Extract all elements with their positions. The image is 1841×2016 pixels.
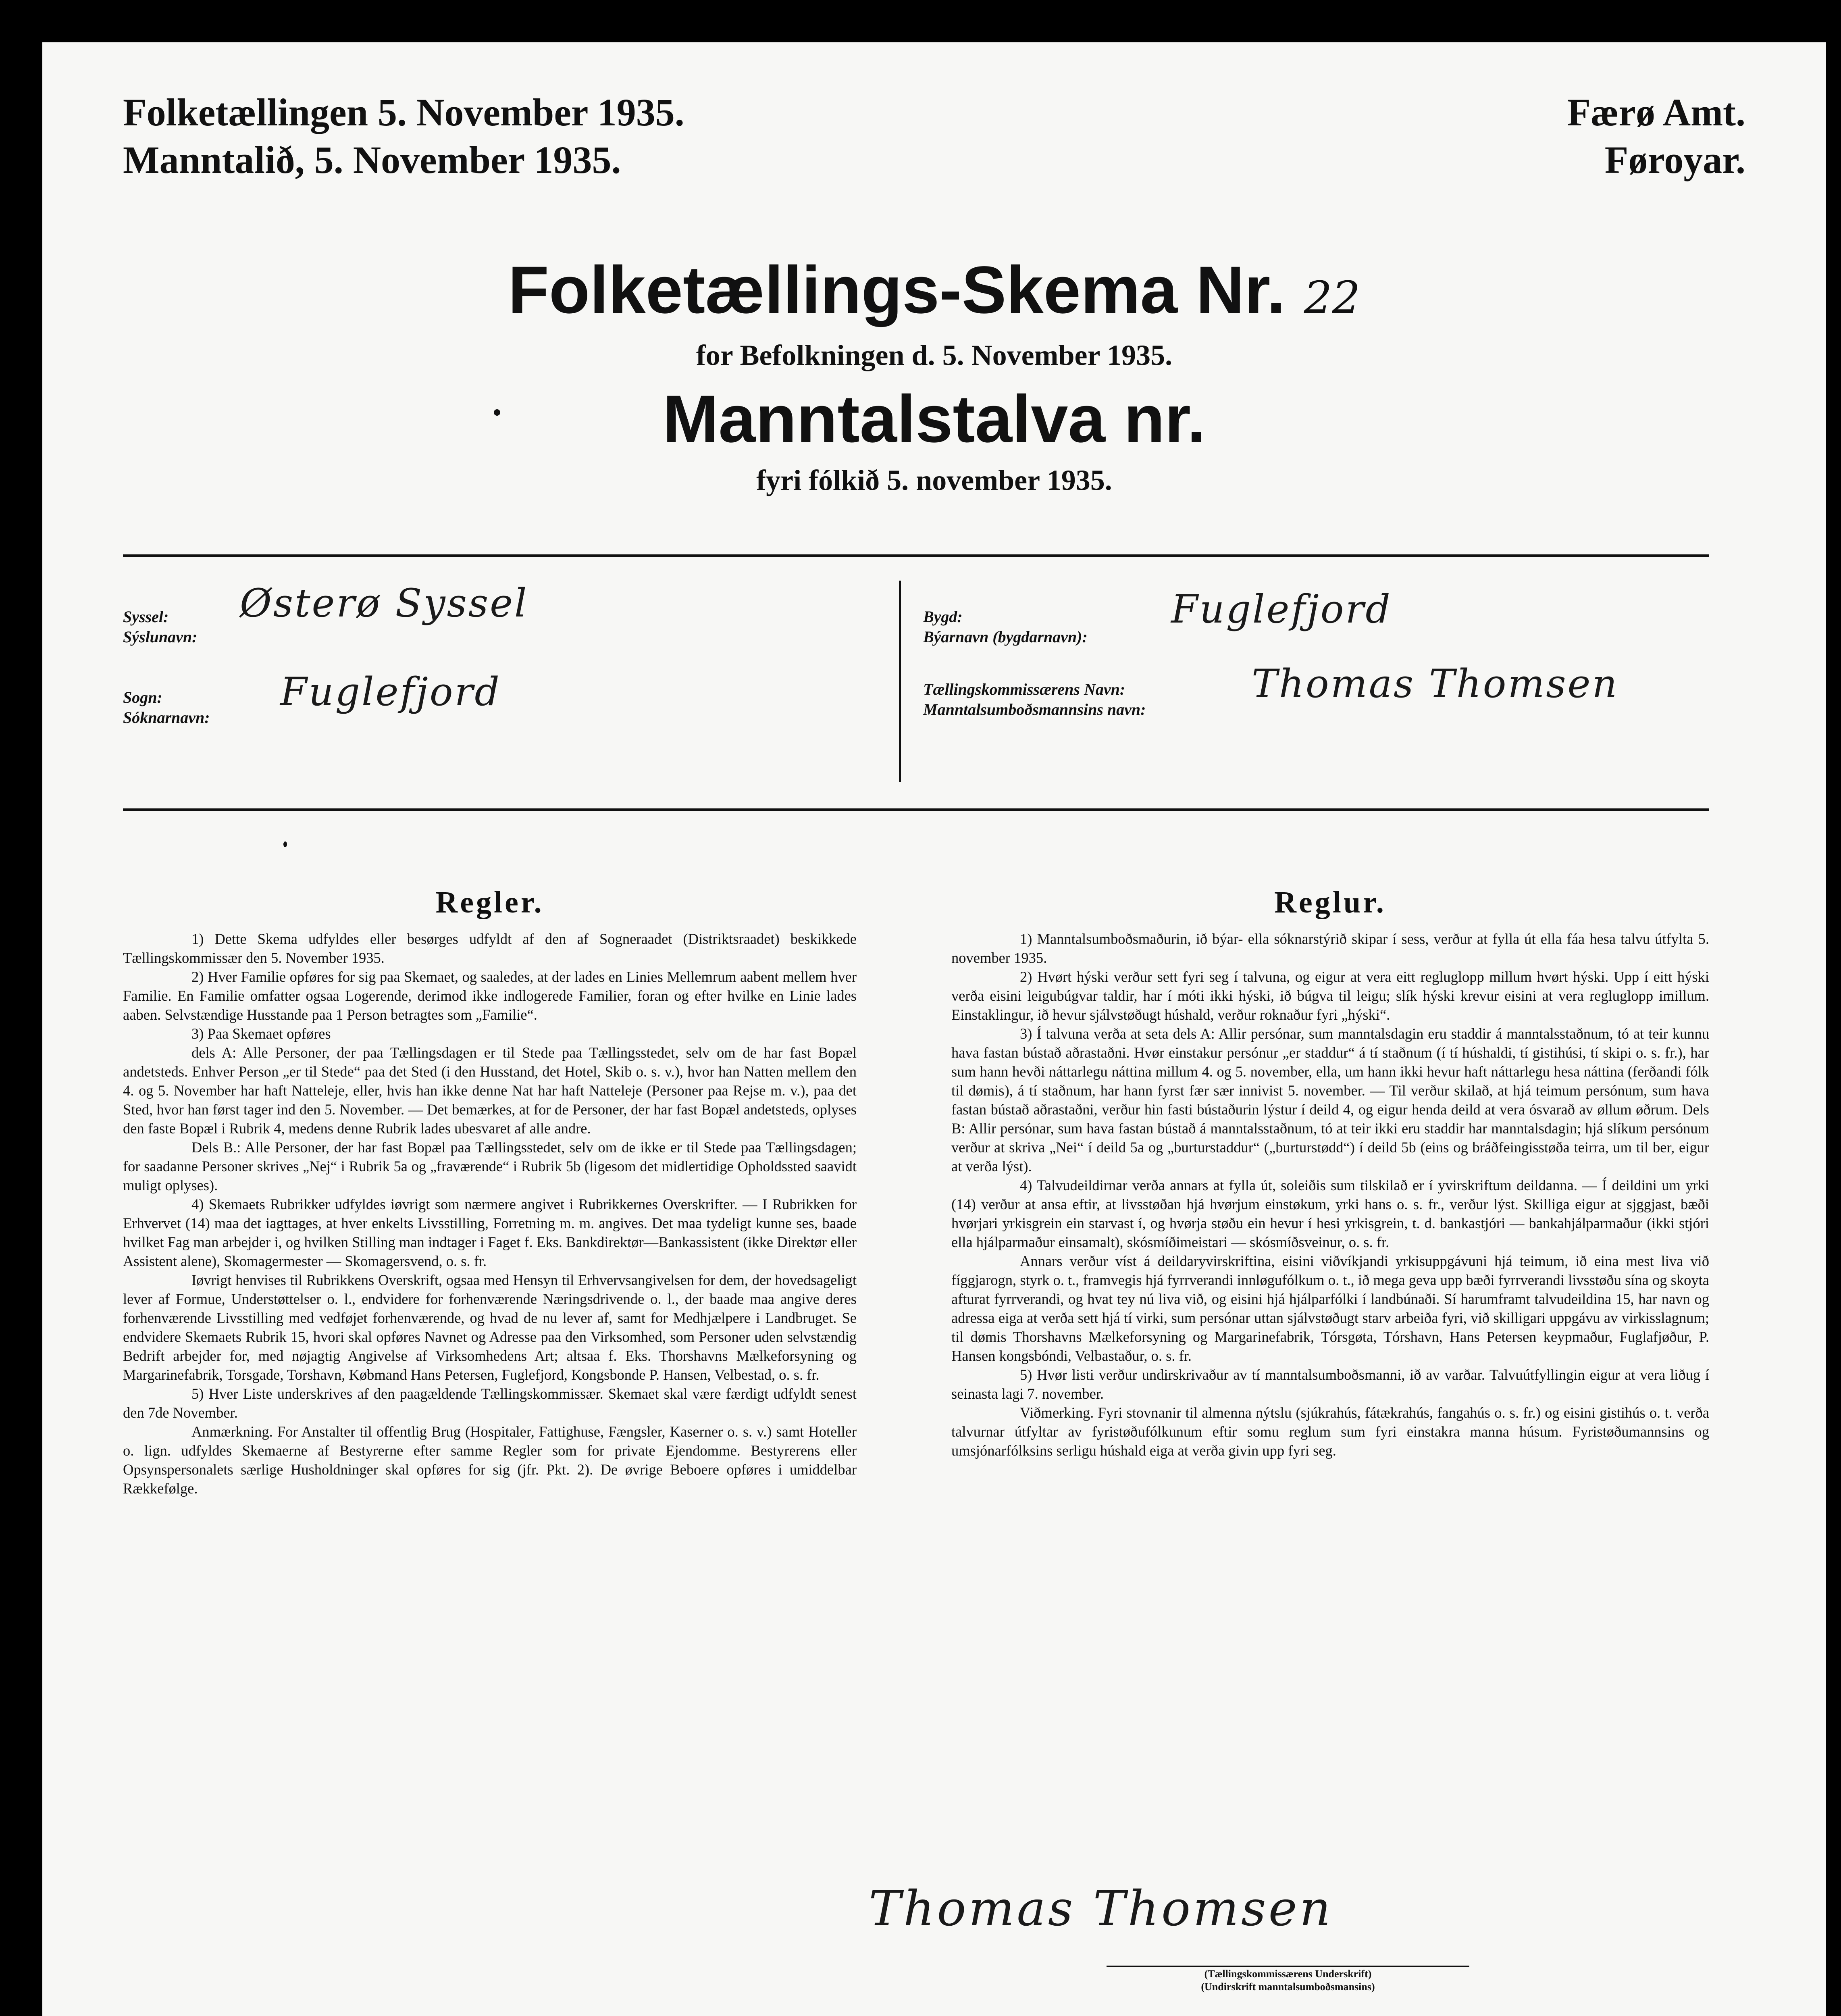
rules-fo-paragraph: Annars verður víst á deildaryvirskriftina, eisini viðvíkjandi yrkisuppgávuni hjá teimum, ið eina mest liva við fíggjarogn, styrk o. t., framvegis hjá fyrrverandi innløgufólkum o. t., ið mega geva upp bæði fyrrverandi livsstøðu sína og skoyta afturat fyrrverandi, og hvat tey nú liva við, og eisini hjá hjálparfólki í landbúnaði. Sí harumframt talvudeildina 15, har navn og adressa eiga at verða sett hjá tí virki, sum persónar uttan sjálvstøðugt starv arbeiða fyri, við skilligari uppgávu av virkisslagnum; til dømis Thorshavns Mælkeforsyning og Margarinefabrik, Tórsgøta, Tórshavn, Hans Petersen keypmaður, Fuglafjøður, P. Hansen kongsbóndi, Velbastaður, o. s. fr. xyxy=(951,1253,1709,1364)
rules-da-paragraph: 3) Paa Skemaet opføres xyxy=(191,1025,331,1042)
commissioner-label-da: Tællingskommissærens Navn: xyxy=(923,680,1125,698)
commissioner-label xyxy=(923,679,1146,720)
rules-fo-paragraph: 5) Hvør listi verður undirskrivaður av tí manntalsumboðsmanni, ið av varðar. Talvuútfyllingin eigur at vera liðug í seinasta lagi 7. november. xyxy=(951,1366,1709,1402)
schema-number: 22 xyxy=(1304,272,1360,323)
header-left xyxy=(123,89,684,184)
bygd-label xyxy=(923,607,1088,647)
rules-da-paragraph: 1) Dette Skema udfyldes eller besørges udfyldt af den af Sogneraadet (Distriktsraadet) beskikkede Tællingskommissær den 5. November 1935. xyxy=(123,931,857,966)
form-subtitle-da: for Befolkningen d. 5. November 1935. xyxy=(696,339,1173,371)
sogn-label xyxy=(123,687,210,728)
rules-da-paragraph: Iøvrigt henvises til Rubrikkens Overskrift, ogsaa med Hensyn til Erhvervsangivelsen for dem, der hovedsageligt lever af Formue, Understøttelser o. l., endvidere for forhenværende Næringsdrivende o. l., der baade maa angive deres forhenværende Livsstilling med vedføjet forhenværende, og hvad de nu lever af, samt for Medhjælpere i Landbruget. Se endvidere Skemaets Rubrik 15, hvori skal opføres Navnet og Adresse paa den Virksomhed, som Personer uden selvstændig Bedrift arbejder for, med nøjagtig Angivelse af Virksomhedens Art; altsaa f. Eks. Thorshavns Mælkeforsyning og Margarinefabrik, Torsgade, Torshavn, Købmand Hans Petersen, Fuglefjord, Kongsbonde P. Hansen, Velbestad, o. s. fr. xyxy=(123,1272,857,1383)
bygd-value: Fuglefjord xyxy=(1171,587,1392,632)
header-region-fo: Føroyar. xyxy=(1604,138,1745,181)
rules-fo-title: Reglur. xyxy=(1274,885,1386,919)
header-title-da: Folketællingen 5. November 1935. xyxy=(123,91,684,134)
rules-da-title: Regler. xyxy=(435,885,544,919)
rules-da-paragraph: Anmærkning. For Anstalter til offentlig Brug (Hospitaler, Fattighuse, Fængsler, Kaserner o. s. v.) samt Hoteller o. lign. udfyldes Skemaerne af Bestyrerne efter samme Regler som for private Ejendomme. Bestyrerens eller Opsynspersonalets særlige Husholdninger skal opføres for sig (jfr. Pkt. 2). De øvrige Beboere opføres i umiddelbar Rækkefølge. xyxy=(123,1423,857,1497)
form-title-da xyxy=(42,252,1826,329)
signature-caption-fo: (Undirskrift manntalsumboðsmansins) xyxy=(1201,1981,1375,1993)
sogn-value: Fuglefjord xyxy=(280,669,501,714)
header-region-da: Færø Amt. xyxy=(1567,91,1745,134)
rules-da-paragraph: 2) Hver Familie opføres for sig paa Skemaet, og saaledes, at der lades en Linies Mellemrum aabent mellem hver Familie. En Familie omfatter ogsaa Logerende, derimod ikke indlogerede Familier, foran og efter hvilke en Linie lades aaben. Selvstændige Husstande paa 1 Person betragtes som „Familie“. xyxy=(123,968,857,1023)
rules-da-paragraph: Dels B.: Alle Personer, der har fast Bopæl paa Tællingsstedet, selv om de ikke er til Stede paa Tællingsdagen; for saadanne Personer skrives „Nej“ i Rubrik 5a og „fraværende“ i Rubrik 5b (ligesom det midlertidige Opholdssted saavidt muligt oplyses). xyxy=(123,1139,857,1193)
rules-fo-paragraph: Viðmerking. Fyri stovnanir til almenna nýtslu (sjúkrahús, fátækrahús, fangahús o. s. fr.) og eisini gistihús o. t. verða talvurnar útfyltar av fyristøðufólkunum eftir somu reglum sum fyri einstakra manna húsum. Fyristøðumannsins og umsjónarfólksins serligu húshald eiga at verða givin upp fyri seg. xyxy=(951,1404,1709,1459)
header-title-fo: Manntalið, 5. November 1935. xyxy=(123,138,621,181)
rules-da-body xyxy=(123,929,857,1498)
syssel-label-fo: Sýslunavn: xyxy=(123,628,198,646)
header-right xyxy=(1567,89,1745,184)
top-divider xyxy=(123,554,1709,557)
signature-line xyxy=(1107,1966,1469,1967)
rules-fo-paragraph: 3) Í talvuna verða at seta dels A: Allir persónar, sum manntalsdagin eru staddir á manntalsstaðnum, tó at teir kunnu hava fastan bústað aðrastaðni. Hvør einstakur persónur „er staddur“ á tí staðnum (í tí húshaldi, tí gistihúsi, tí skipi o. s. fr.), har sum hann hevði náttarlegu náttina millum 4. og 5. november, ella, um hann ikki hevur haft náttarlegu hesa náttina (ferðandi fólk til dømis), á tí staðnum, har hann fyrst fær sær innivist 5. november. — Til verður skilað, at hjá teimum persónum, sum hava fastan bústað aðrastaðni, verður hin fasti bústaðurin lýstur í deild 4, og eigur henda deild at vera ósvarað av øllum øðrum. Dels B: Allir persónar, sum hava fastan bústað á manntalsstaðnum, tó at teir ikki eru staddir har manntalsdagin; hjá slíkum persónum verður at skriva „Nei“ í deild 5a og „burturstaddur“ („burturstødd“) í deild 5b (eins og bráðfeingisstøða teirra, um til ber, eigur at verða lýst). xyxy=(951,1025,1709,1175)
commissioner-label-fo: Manntalsumboðsmannsins navn: xyxy=(923,700,1146,719)
ink-speck xyxy=(494,409,500,416)
rules-da-paragraph: 4) Skemaets Rubrikker udfyldes iøvrigt som nærmere angivet i Rubrikkernes Overskrifter. — I Rubrikken for Erhvervet (14) maa det iagttages, at hver enkelts Livsstilling, Forretning m. m. angives. Det maa tydeligt kunne ses, baade hvilket Fag man arbejder i, og hvilken Stilling man indtager i Faget f. Eks. Bankdirektør—Bankassistent (ikke Direktør eller Assistent alene), Skomagermester — Skomagersvend, o. s. fr. xyxy=(123,1196,857,1269)
rules-fo-paragraph: 2) Hvørt hýski verður sett fyri seg í talvuna, og eigur at vera eitt regluglopp millum hvørt hýski. Upp í eitt hýski verða eisini leigubúgvar taldir, har í móti ikki hýski, ið búgva til leigu; slík hýski krevur eisini at vera regluglopp imillum. Einstaklingur, ið hevur sjálvstøðugt húshald, verður roknaður fyri „hýski“. xyxy=(951,968,1709,1023)
sogn-label-da: Sogn: xyxy=(123,688,162,706)
bygd-label-da: Bygd: xyxy=(923,608,963,626)
ink-speck xyxy=(283,841,287,847)
sogn-label-fo: Sóknarnavn: xyxy=(123,708,210,727)
census-form-sheet xyxy=(42,42,1826,2016)
signature-caption-da: (Tællingskommissærens Underskrift) xyxy=(1204,1968,1372,1980)
rules-fo-body xyxy=(951,929,1709,1460)
field-column-divider xyxy=(899,581,901,782)
form-subtitle-fo: fyri fólkið 5. november 1935. xyxy=(756,464,1112,496)
syssel-label xyxy=(123,607,198,647)
rules-da-paragraph: dels A: Alle Personer, der paa Tællingsdagen er til Stede paa Tællingsstedet, selv om de har fast Bopæl andetsteds. Enhver Person „er til Stede“ paa det Sted (i den Husstand, det Hotel, Skib o. s. v.), hvor han Natten mellem den 4. og 5. November har haft Natteleje, eller, hvis han ikke denne Nat har haft Natteleje (Personer paa Rejse m. v.), paa det Sted, hvor han først tager ind den 5. November. — Det bemærkes, at for de Personer, der har fast Bopæl andetsteds, oplyses den faste Bopæl i Rubrik 4, medens denne Rubrik lades ubesvaret af alle andre. xyxy=(123,1044,857,1137)
bygd-label-fo: Býarnavn (bygdarnavn): xyxy=(923,628,1088,646)
signature-caption xyxy=(1111,1968,1465,1993)
form-title-fo: Manntalstalva nr. xyxy=(663,382,1206,456)
commissioner-value: Thomas Thomsen xyxy=(1252,661,1619,706)
rules-fo-paragraph: 1) Manntalsumboðsmaðurin, ið býar- ella sóknarstýrið skipar í sess, verður at fylla út ella fáa hesa talvu útfylta 5. november 1935. xyxy=(951,931,1709,966)
syssel-value: Østerø Syssel xyxy=(240,581,528,626)
rules-da-paragraph: 5) Hver Liste underskrives af den paagældende Tællingskommissær. Skemaet skal være færdigt udfyldt senest den 7de November. xyxy=(123,1385,857,1421)
syssel-label-da: Syssel: xyxy=(123,608,169,626)
commissioner-signature: Thomas Thomsen xyxy=(869,1881,1333,1937)
rules-fo-paragraph: 4) Talvudeildirnar verða annars at fylla út, soleiðis sum tilskilað er í yvirskriftum deildanna. — Í deildini um yrki (14) verður at ansa eftir, at livsstøðan hjá hvørjum einstøkum, yrki hans o. s. fr., verður lýst. Skilliga eigur at sjggjast, bæði hvørjari yrkisgrein ein starvast í, og hvørja støðu ein hevur í hesi yrkisgrein, t. d. bankastjóri — bankahjálparmaður (ikki stjóri ella hjálparmaður einsamalt), skósmíðimeistari — skósmíðsveinur, o. s. fr. xyxy=(951,1177,1709,1250)
form-title-da-text: Folketællings-Skema Nr. xyxy=(508,253,1286,327)
bottom-divider xyxy=(123,808,1709,811)
